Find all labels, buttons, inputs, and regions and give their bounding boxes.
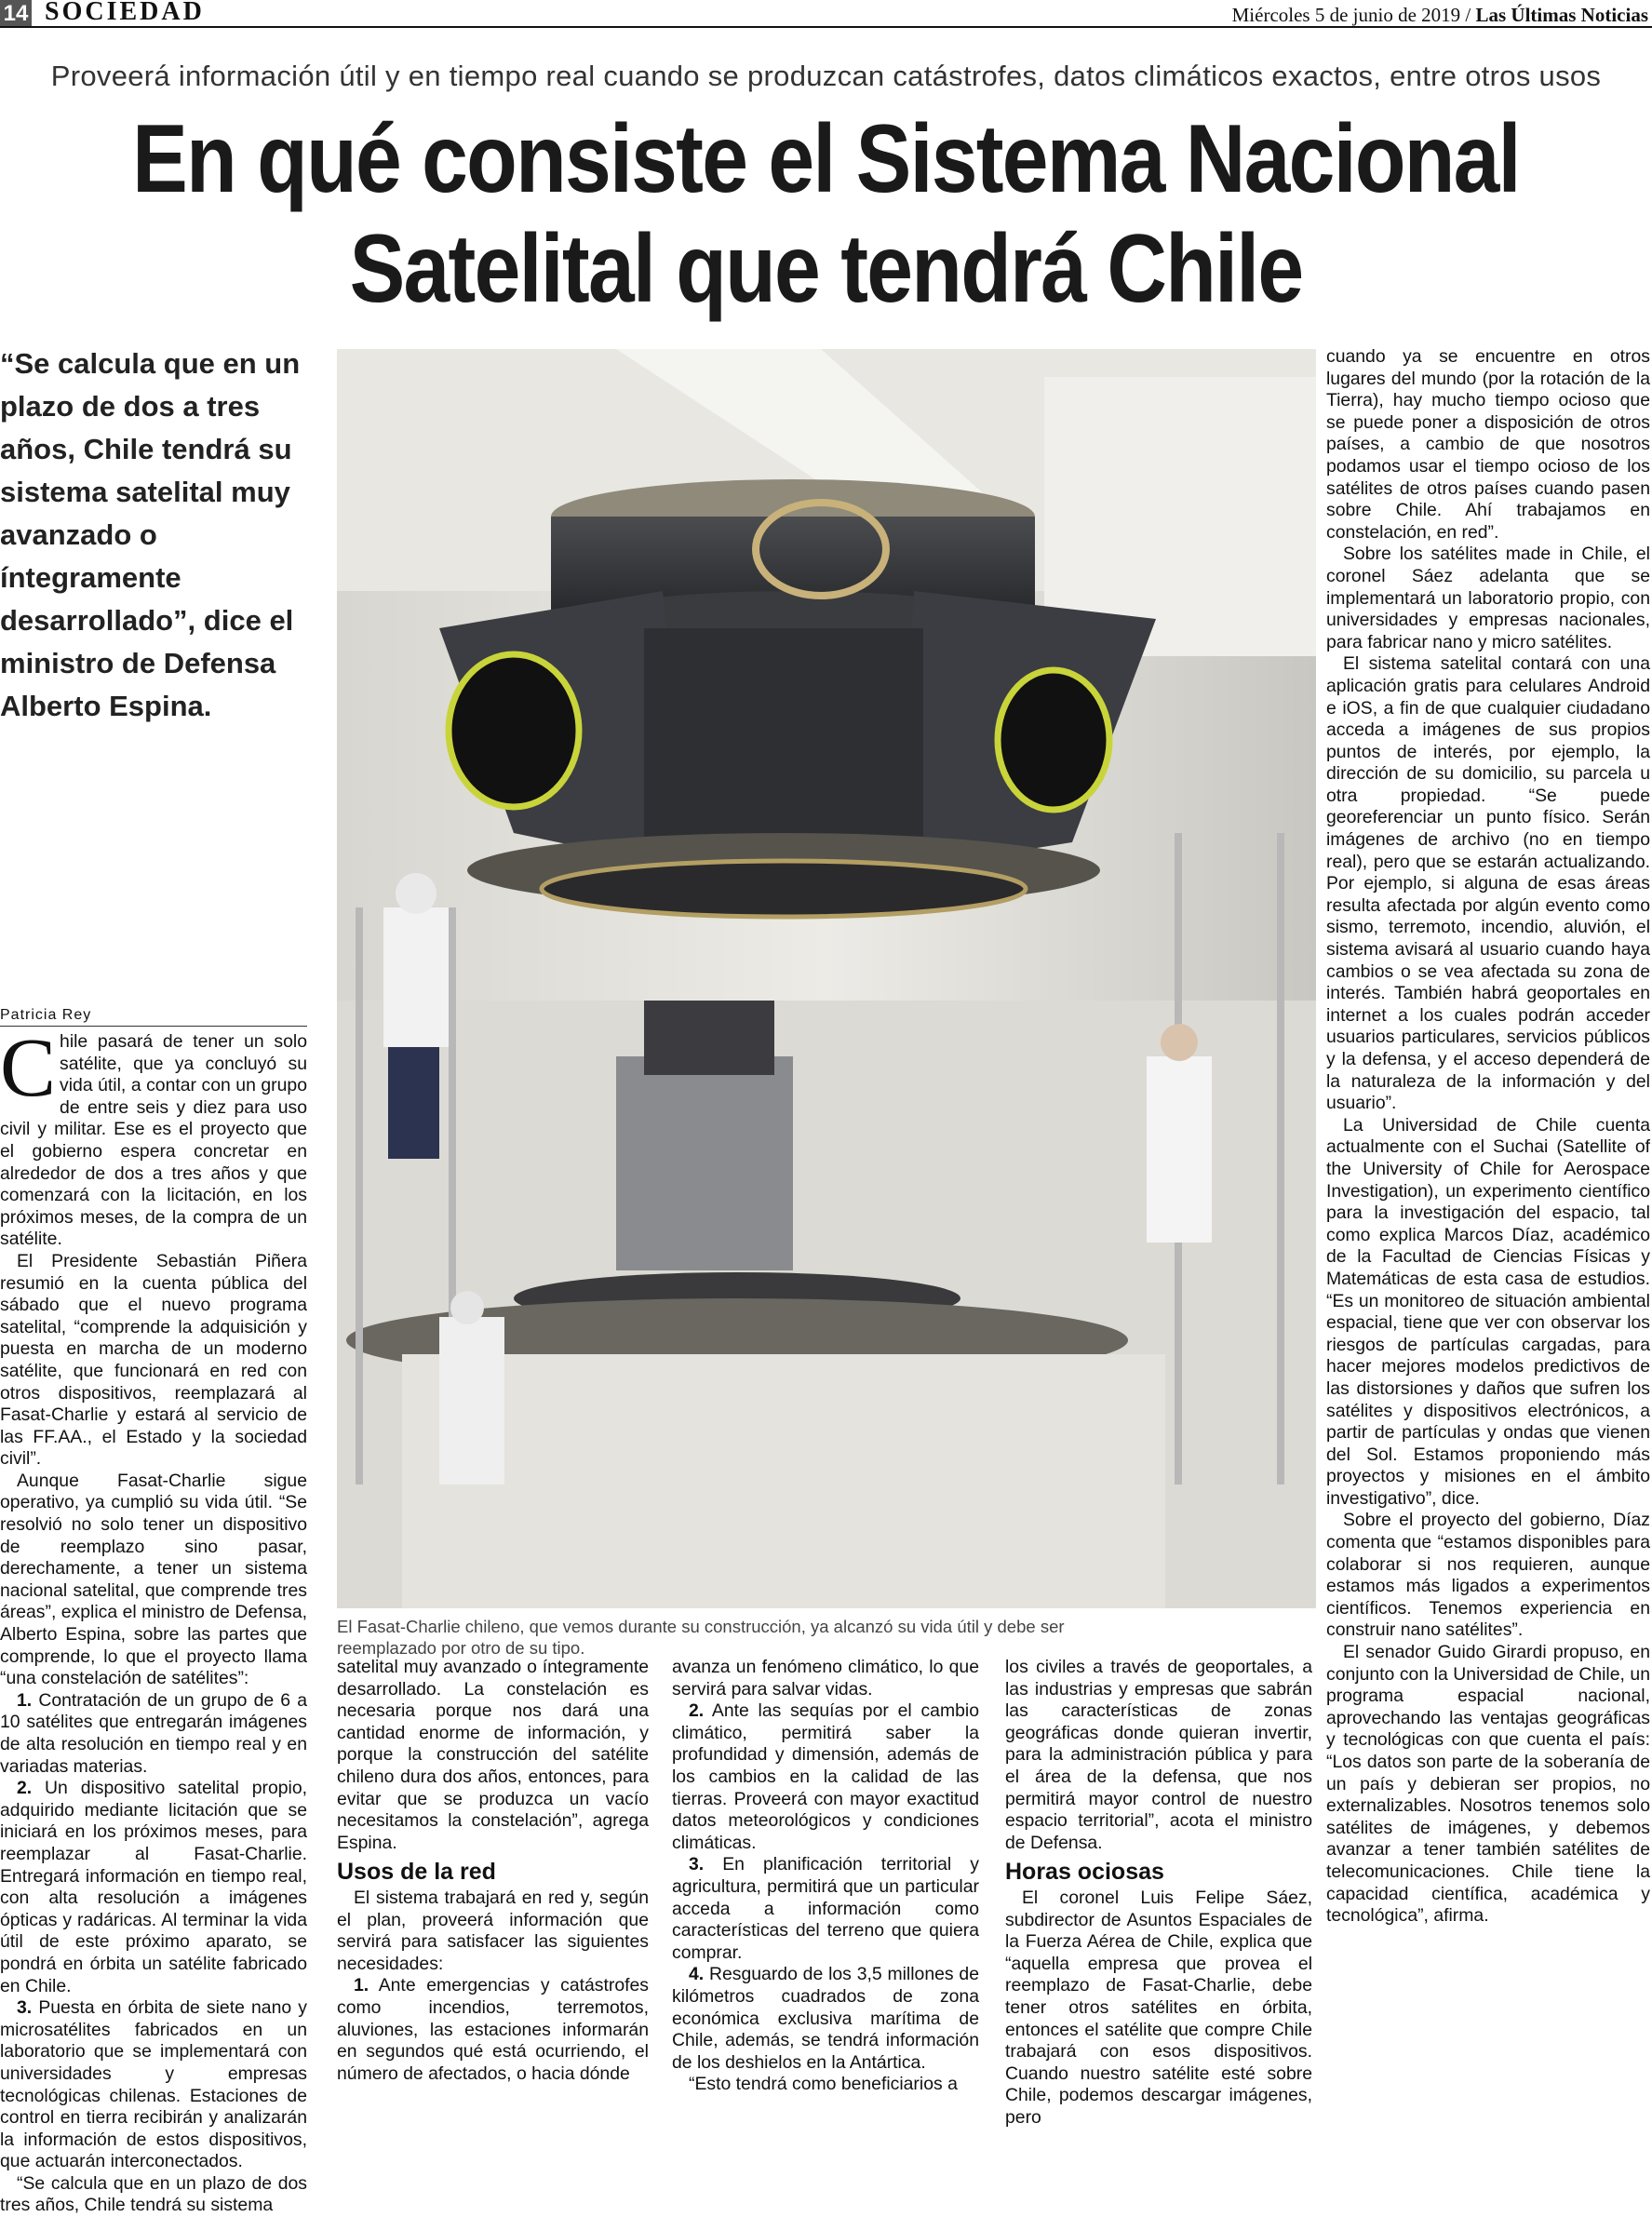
header-rule	[0, 26, 1652, 28]
paragraph-text: Un dispositivo satelital propio, adquirido mediante licitación que se iniciará en los próximos meses, para reemplazar al Fasat-Charlie. Entregará información en tiempo real, con alta resolución a imágenes ópticas y radáricas. Al terminar la vida útil de este próximo aparato, se pondrá en órbita un satélite fabricado en Chile.	[0, 1778, 307, 1996]
headline-line-1: En qué consiste el Sistema Nacional	[132, 105, 1520, 213]
paragraph	[0, 1778, 307, 1997]
paragraph	[0, 1690, 307, 1778]
dateline	[1232, 4, 1648, 27]
paragraph: Sobre el proyecto del gobierno, Díaz comenta que “estamos disponibles para colaborar si nos requieren, aunque estamos más ligados a experimentos científicos. Tenemos experiencia en construir nano satélites”.	[1326, 1510, 1650, 1641]
paragraph-text: hile pasará de tener un solo satélite, que ya concluyó su vida útil, a contar con un grupo de entre seis y diez para uso civil y militar. Ese es el proyecto que el gobierno espera concretar en alrededor de dos a tres años y que comenzará con la licitación, en los próximos meses, de la compra de un satélite.	[0, 1031, 307, 1250]
paragraph: La Universidad de Chile cuenta actualmente con el Suchai (Satellite of the University of Chile for Aerospace Investigation), un experimento científico para la investigación del espacio, tal como explica Marcos Díaz, académico de la Facultad de Ciencias Físicas y Matemáticas de esta casa de estudios. “Es un monitoreo de situación ambiental espacial, tiene que ver con observar los riesgos de partículas cargadas, para hacer mejores modelos predictivos de las distorsiones y daños que sufren los satélites y dispositivos electrónicos, a partir de partículas y ondas que vienen del Sol. Estamos proponiendo más proyectos y misiones en el ámbito investigativo”, dice.	[1326, 1114, 1650, 1509]
paragraph-text: Ante emergencias y catástrofes como incendios, terremotos, aluviones, las estaciones informarán en segundos qué está ocurriendo, el número de afectados, o hacia dónde	[337, 1975, 649, 2084]
pull-quote-text: “Se calcula que en un plazo de dos a tres años, Chile tendrá su sistema satelital muy avanzado o íntegramente desarrollado”,	[0, 347, 301, 637]
satellite-photo	[337, 349, 1316, 1608]
article-column-5	[1326, 346, 1650, 1928]
newspaper-name: Las Últimas Noticias	[1475, 4, 1648, 26]
subheading-usos: Usos de la red	[337, 1859, 496, 1886]
paragraph: “Se calcula que en un plazo de dos tres años, Chile tendrá su sistema	[0, 2172, 307, 2216]
list-number: 3.	[689, 1854, 705, 1875]
paragraph: Aunque Fasat-Charlie sigue operativo, ya cumplió su vida útil. “Se resolvió no solo tener un dispositivo de reemplazo sino pasar, derechamente, a tener un sistema nacional satelital, que comprende tres áreas”, explica el ministro de Defensa, Alberto Espina, sobre las partes que comprende, lo que el proyecto llama “una constelación de satélites”:	[0, 1470, 307, 1689]
paragraph	[672, 1964, 979, 2074]
paragraph-text: Puesta en órbita de siete nano y microsatélites fabricados en un laboratorio que se implementará con universidades y empresas tecnológicas chilenas. Estaciones de control en tierra recibirán y analizarán la información de estos dispositivos, que actuarán interconectados.	[0, 1997, 307, 2172]
paragraph-text: En planificación territorial y agricultura, permitirá que un particular acceda a información como características del terreno que quiera comprar.	[672, 1854, 979, 1963]
paragraph: El sistema satelital contará con una aplicación gratis para celulares Android e iOS, a fin de que cualquier ciudadano acceda a imágenes de sus propios puntos de interés, por ejemplo, la dirección de su domicilio, su parcela u otra propiedad. “Se puede georeferenciar un punto físico. Serán imágenes de archivo (no en tiempo real), pero que se estarán actualizando. Por ejemplo, si alguna de esas áreas resulta afectada por algún evento como sismo, terremoto, incendio, aluvión, el sistema avisará al usuario cuando haya cambios o se vea afectada su zona de interés. También habrá geoportales en internet a los cuales podrán acceder usuarios particulares, servicios públicos y la defensa, y el acceso dependerá de la naturaleza de la información y del usuario”.	[1326, 653, 1650, 1114]
list-number: 3.	[17, 1997, 33, 2019]
paragraph	[672, 1854, 979, 1964]
subheading-horas-ociosas: Horas ociosas	[1005, 1859, 1164, 1886]
paragraph: avanza un fenómeno climático, lo que servirá para salvar vidas.	[672, 1657, 979, 1700]
list-number: 2.	[689, 1700, 705, 1722]
satellite-photo-illustration	[337, 349, 1316, 1608]
paragraph: El coronel Luis Felipe Sáez, subdirector de Asuntos Espaciales de la Fuerza Aérea de Chile, explica que “aquella empresa que provea el reemplazo de Fasat-Charlie, debe tener otros satélites en órbita, entonces el satélite que compre Chile trabajará con esos dispositivos. Cuando nuestro satélite esté sobre Chile, podemos descargar imágenes, pero	[1005, 1887, 1312, 2128]
list-number: 4.	[689, 1964, 705, 1985]
section-title: SOCIEDAD	[45, 0, 205, 26]
drop-cap: C	[0, 1022, 57, 1114]
paragraph: cuando ya se encuentre en otros lugares del mundo (por la rotación de la Tierra), hay mucho tiempo ocioso que se puede poner a disposición de otros países, a cambio de que nosotros podamos usar el tiempo ocioso de los satélites de otros países cuando pasen sobre Chile. Ahí trabajamos en constelación, en red”.	[1326, 346, 1650, 543]
paragraph: satelital muy avanzado o íntegramente desarrollado. La constelación es necesaria porque nos dará una cantidad enorme de información, y porque la construcción del satélite chileno dura dos años, entonces, para evitar que se produzca un vacío necesitamos la constelación”, agrega Espina.	[337, 1657, 649, 1853]
paragraph	[337, 1975, 649, 2085]
headline	[115, 104, 1537, 324]
page-number: 14	[0, 0, 32, 28]
byline: Patricia Rey	[0, 1007, 307, 1027]
paragraph-text: Ante las sequías por el cambio climático, permitirá saber la profundidad y dimensión, además de los cambios en la calidad de las tierras. Proveerá con mayor exactitud datos meteorológicos y condiciones climáticas.	[672, 1700, 979, 1853]
article-column-2	[337, 1657, 649, 2085]
paragraph: “Esto tendrá como beneficiarios a	[689, 2074, 958, 2095]
paragraph: El senador Guido Girardi propuso, en conjunto con la Universidad de Chile, un programa espacial nacional, aprovechando las ventajas geográficas y tecnológicas con que cuenta el país: “Los datos son parte de la soberanía de un país y debieran ser propios, no externalizables. Nosotros tenemos solo satélites de imágenes, y debemos avanzar a tener también satélites de telecomunicaciones. Chile tiene la capacidad científica, académica y tecnológica”, afirma.	[1326, 1642, 1650, 1927]
date-text: Miércoles 5 de junio de 2019 /	[1231, 4, 1476, 26]
paragraph: El Presidente Sebastián Piñera resumió en la cuenta pública del sábado que el nuevo programa satelital, “comprende la adquisición y puesta en marcha de un moderno satélite, que funcionará en red con otros dispositivos, reemplazará al Fasat-Charlie y estará al servicio de las FF.AA., el Estado y la sociedad civil”.	[0, 1250, 307, 1470]
pull-quote-attribution: dice el ministro de Defensa Alberto Espina.	[0, 604, 294, 722]
list-number: 2.	[17, 1778, 33, 1799]
list-number: 1.	[354, 1975, 369, 1996]
paragraph	[0, 1997, 307, 2173]
article-column-4	[1005, 1657, 1312, 2129]
paragraph-text: Resguardo de los 3,5 millones de kilómetros cuadrados de zona económica exclusiva marítima de Chile, además, se tendrá información de los deshielos en la Antártica.	[672, 1964, 979, 2073]
paragraph-text: Contratación de un grupo de 6 a 10 satélites que entregarán imágenes de alta resolución en tiempo real y en variadas materias.	[0, 1689, 307, 1777]
paragraph: los civiles a través de geoportales, a las industrias y empresas que sabrán las características de zonas geográficas donde quieran invertir, para la administración pública y para el área de la defensa, que nos permitirá mayor control de nuestro espacio territorial”, acota el ministro de Defensa.	[1005, 1657, 1312, 1853]
headline-line-2: Satelital que tendrá Chile	[349, 215, 1303, 323]
photo-caption: El Fasat-Charlie chileno, que vemos durante su construcción, ya alcanzó su vida útil y debe ser reemplazado por otro de su tipo.	[337, 1617, 1065, 1658]
subheadline: Proveerá información útil y en tiempo real cuando se produzcan catástrofes, datos climáticos exactos, entre otros usos	[50, 60, 1602, 92]
article-column-1	[0, 1022, 307, 2217]
paragraph	[0, 1022, 307, 1251]
paragraph: Sobre los satélites made in Chile, el coronel Sáez adelanta que se implementará un laboratorio propio, con universidades y empresas nacionales, para fabricar nano y micro satélites.	[1326, 544, 1650, 652]
paragraph	[672, 1700, 979, 1854]
paragraph: El sistema trabajará en red y, según el plan, proveerá información que servirá para satisfacer las siguientes necesidades:	[337, 1887, 649, 1974]
article-column-3	[672, 1657, 979, 2096]
list-number: 1.	[17, 1689, 33, 1711]
pull-quote	[0, 343, 316, 728]
